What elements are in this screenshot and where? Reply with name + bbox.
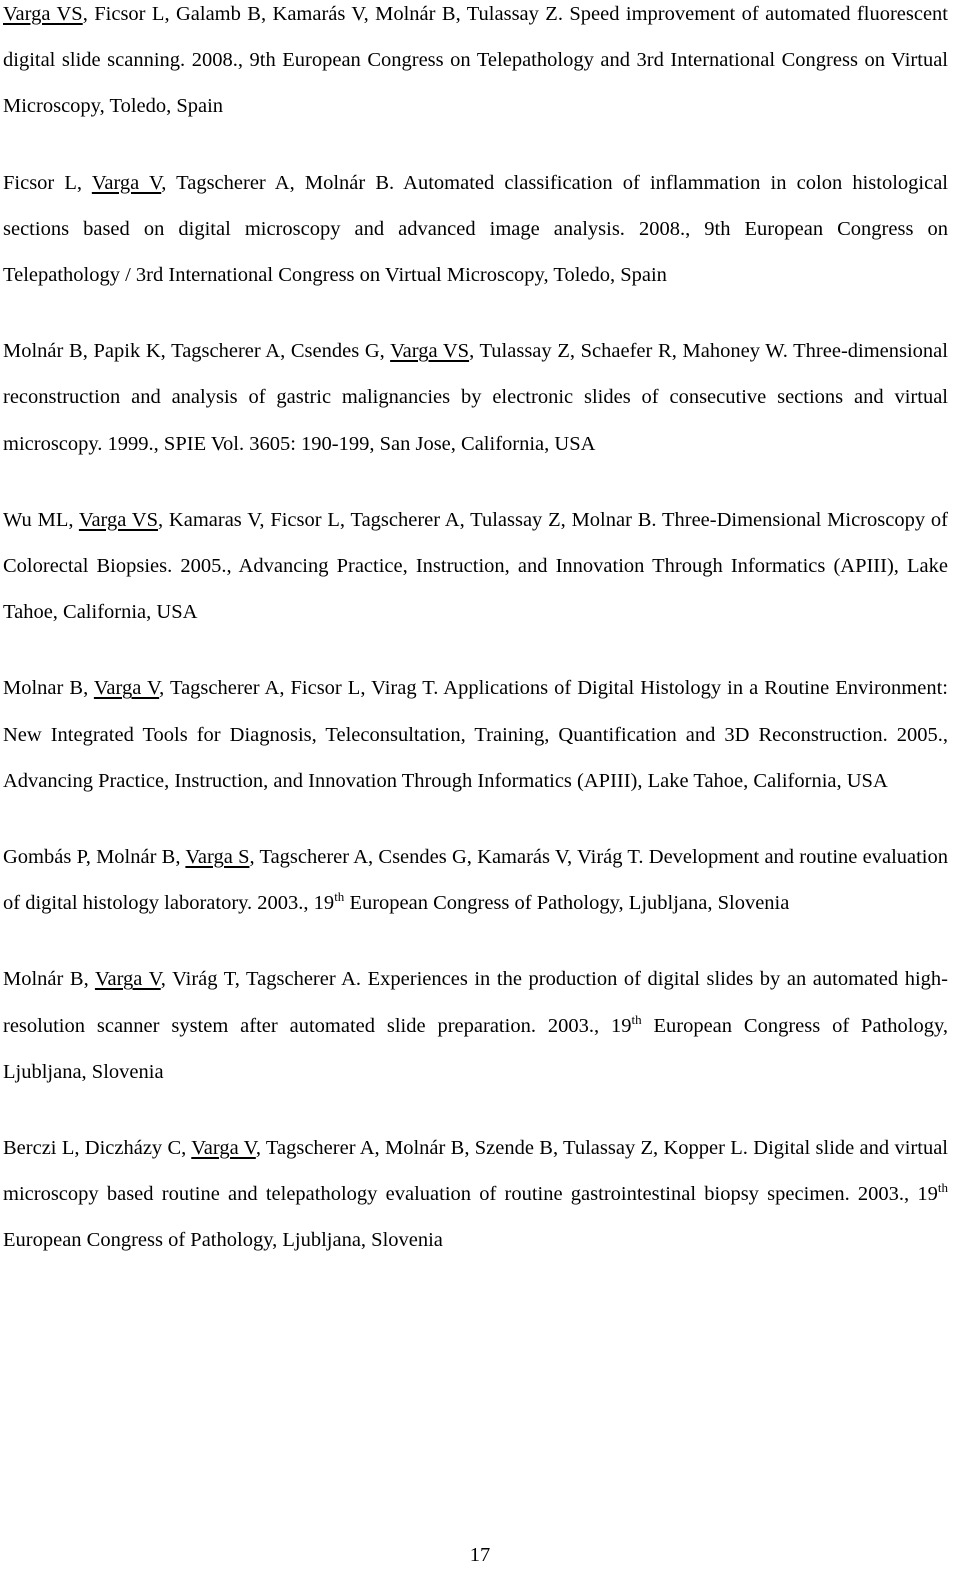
highlighted-author: Varga VS xyxy=(78,508,158,531)
reference-text: Molnár B, Papik K, Tagscherer A, Csendes G, xyxy=(3,340,391,363)
reference-text: European Congress of Pathology, Ljubljana, Slovenia xyxy=(3,1014,948,1083)
reference-text: Wu ML, xyxy=(3,508,79,531)
page-number: 17 xyxy=(469,1544,491,1566)
reference-text: , Tulassay Z, Schaefer R, Mahoney W. Three-dimensional reconstruction and analysis of gastric malignancies by electronic slides of consecutive sections and virtual microscopy. 1999., SPIE Vol. 3605: 190-199, San Jose, California, USA xyxy=(3,340,948,455)
reference-text: , Kamaras V, Ficsor L, Tagscherer A, Tulassay Z, Molnar B. Three-Dimensional Microscopy of Colorectal Biopsies. 2005., Advancing Practice, Instruction, and Innovation Through Informatics (APIII), Lake Tahoe, California, USA xyxy=(3,508,948,624)
highlighted-author: Varga V xyxy=(91,171,162,194)
highlighted-author: Varga S xyxy=(185,846,250,869)
reference-list xyxy=(3,0,948,1264)
highlighted-author: Varga VS xyxy=(390,340,470,363)
reference-entry xyxy=(3,328,948,467)
reference-text: Molnár B, xyxy=(3,968,95,991)
reference-text: , Virág T, Tagscherer A. Experiences in the production of digital slides by an automated high-resolution scanner system after automated slide preparation. 2003., 19 xyxy=(3,968,949,1037)
reference-entry xyxy=(3,956,948,1095)
reference-entry xyxy=(3,665,948,804)
reference-text: European Congress of Pathology, Ljubljana, Slovenia xyxy=(344,892,790,915)
reference-text: , Tagscherer A, Csendes G, Kamarás V, Virág T. Development and routine evaluation of digital histology laboratory. 2003., 19 xyxy=(3,846,949,915)
reference-entry xyxy=(3,497,948,636)
highlighted-author: Varga V xyxy=(93,677,160,700)
reference-text: Gombás P, Molnár B, xyxy=(3,846,186,869)
reference-text: , Tagscherer A, Molnár B, Szende B, Tulassay Z, Kopper L. Digital slide and virtual microscopy based routine and telepathology evaluation of routine gastrointestinal biopsy specimen. 2003., 19 xyxy=(3,1137,948,1206)
reference-text: , Ficsor L, Galamb B, Kamarás V, Molnár B, Tulassay Z. Speed improvement of automated fluorescent digital slide scanning. 2008., 9th European Congress on Telepathology and 3rd International Congress on Virtual Microscopy, Toledo, Spain xyxy=(3,3,948,118)
reference-text: , Tagscherer A, Ficsor L, Virag T. Applications of Digital Histology in a Routine Environment: New Integrated Tools for Diagnosis, Teleconsultation, Training, Quantification and 3D Reconstruction. 2005., Advancing Practice, Instruction, and Innovation Through Informatics (APIII), Lake Tahoe, California, USA xyxy=(3,677,948,792)
highlighted-author: Varga V xyxy=(191,1137,256,1160)
reference-text: , Tagscherer A, Molnár B. Automated classification of inflammation in colon histological sections based on digital microscopy and advanced image analysis. 2008., 9th European Congress on Telepathology / 3rd International Congress on Virtual Microscopy, Toledo, Spain xyxy=(3,171,949,287)
reference-entry xyxy=(3,160,948,299)
ordinal-superscript: th xyxy=(937,1180,948,1196)
reference-entry xyxy=(3,0,948,130)
reference-text: Berczi L, Diczházy C, xyxy=(3,1137,192,1160)
reference-text: Ficsor L, xyxy=(3,171,92,194)
ordinal-superscript: th xyxy=(334,889,345,905)
highlighted-author: Varga V xyxy=(94,968,161,991)
highlighted-author: Varga VS xyxy=(3,3,83,25)
reference-entry xyxy=(3,834,948,926)
ordinal-superscript: th xyxy=(631,1011,642,1027)
reference-text: Molnar B, xyxy=(3,677,94,700)
reference-text: European Congress of Pathology, Ljubljana, Slovenia xyxy=(3,1229,443,1252)
reference-entry xyxy=(3,1125,948,1264)
